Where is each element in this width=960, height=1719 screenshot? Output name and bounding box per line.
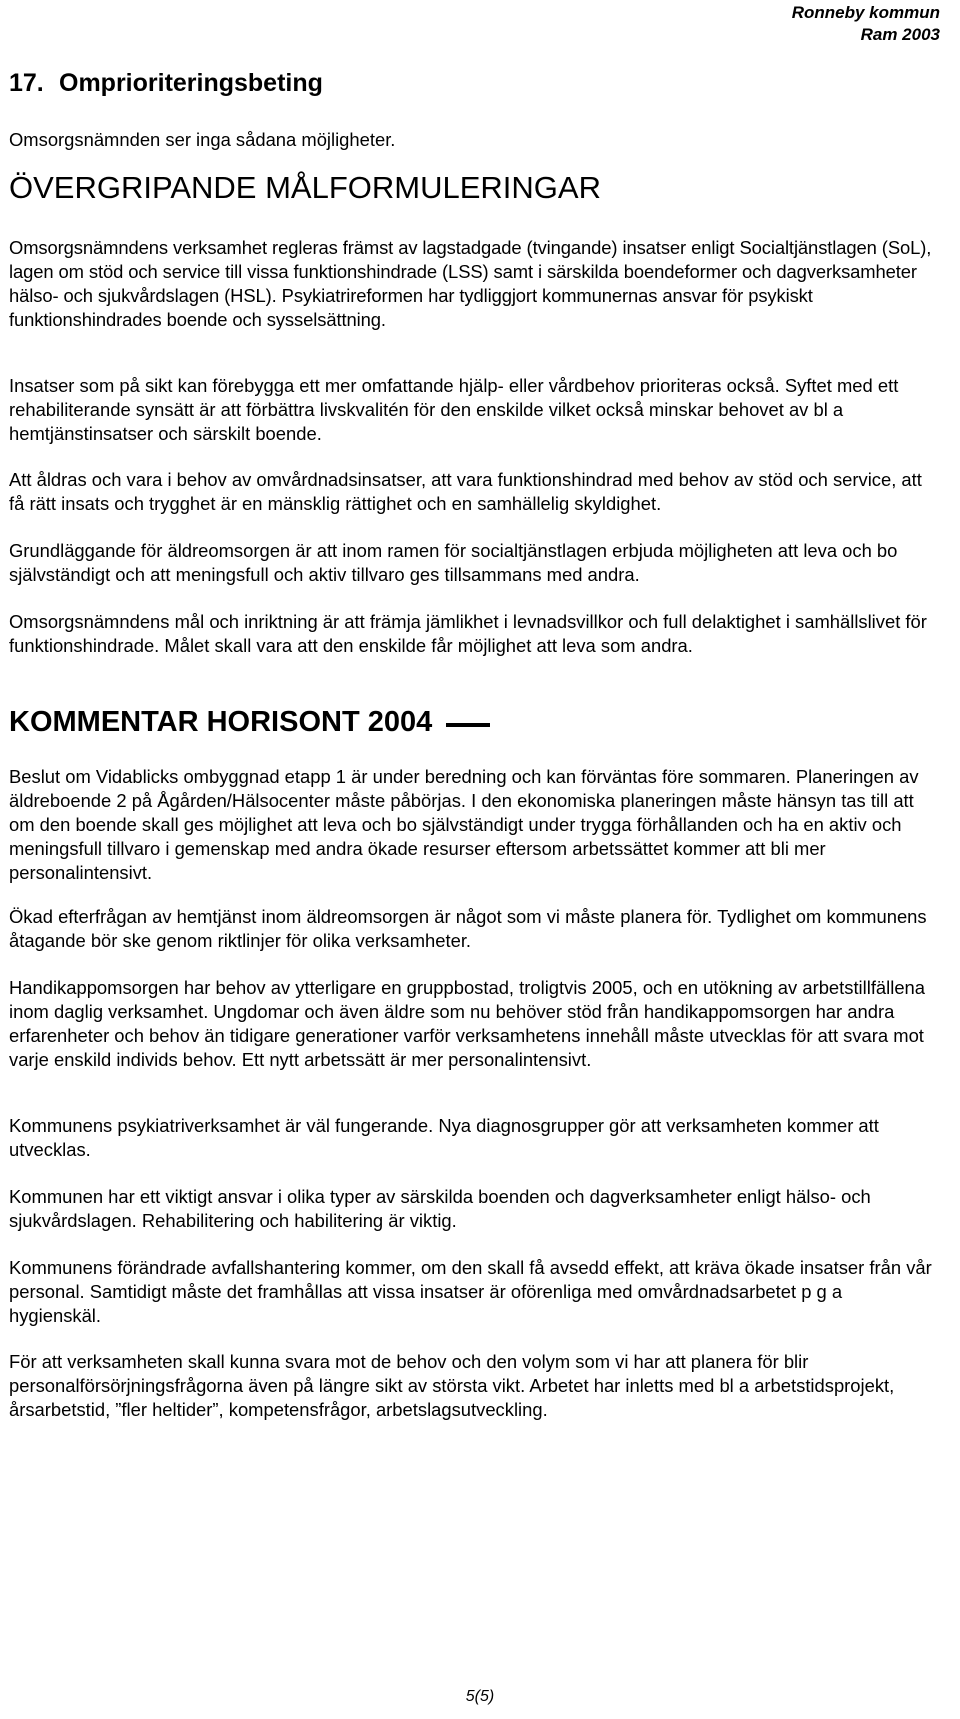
goals-paragraph-5: Omsorgsnämndens mål och inriktning är att främja jämlikhet i levnadsvillkor och full delaktighet i samhällslivet för funktionshindrade. Målet skall vara att den enskilde får möjlighet att leva som andra. <box>9 611 927 656</box>
header-organization: Ronneby kommun <box>791 3 940 22</box>
comment-heading <box>9 705 490 739</box>
comment-paragraph-3: Handikappomsorgen har behov av ytterligare en gruppbostad, troligtvis 2005, och en utökning av arbetstillfällena inom daglig verksamhet. Ungdomar och även äldre som nu behöver stöd från handikappomsorgen har andra erfarenheter och behov än tidigare generationer varför verksamhetens innehåll måste utvecklas för att svara mot varje enskild individs behov. Ett nytt arbetssätt är mer personalintensivt. <box>9 977 926 1070</box>
comment-heading-text: KOMMENTAR HORISONT 2004 <box>9 706 433 738</box>
section-title: Omprioriteringsbeting <box>59 69 323 97</box>
heading-dash <box>446 723 490 727</box>
goals-heading: ÖVERGRIPANDE MÅLFORMULERINGAR <box>9 170 601 205</box>
goals-paragraph-4: Grundläggande för äldreomsorgen är att inom ramen för socialtjänstlagen erbjuda möjligheten att leva och bo självständigt och att meningsfull och aktiv tillvaro ges tillsammans med andra. <box>9 540 898 585</box>
comment-paragraph-2: Ökad efterfrågan av hemtjänst inom äldreomsorgen är något som vi måste planera för. Tydlighet om kommunens åtagande bör ske genom riktlinjer för olika verksamheter. <box>9 906 927 951</box>
comment-paragraph-7: För att verksamheten skall kunna svara mot de behov och den volym som vi har att planera för blir personalförsörjningsfrågorna även på längre sikt av största vikt. Arbetet har inletts med bl a arbetstidsprojekt, årsarbetstid, ”fler heltider”, kompetensfrågor, arbetslagsutveckling. <box>9 1351 895 1420</box>
comment-paragraph-6: Kommunens förändrade avfallshantering kommer, om den skall få avsedd effekt, att kräva ökade insatser från vår personal. Samtidigt måste det framhållas att vissa insatser är oförenliga med omvårdnadsarbetet p g a hygienskäl. <box>9 1257 932 1326</box>
section-text: Omsorgsnämnden ser inga sådana möjligheter. <box>9 129 396 150</box>
header-document: Ram 2003 <box>860 25 940 44</box>
comment-paragraph-5: Kommunen har ett viktigt ansvar i olika typer av särskilda boenden och dagverksamheter enligt hälso- och sjukvårdslagen. Rehabilitering och habilitering är viktig. <box>9 1186 871 1231</box>
goals-paragraph-3: Att åldras och vara i behov av omvårdnadsinsatser, att vara funktionshindrad med behov av stöd och service, att få rätt insats och trygghet är en mänsklig rättighet och en samhällelig skyldighet. <box>9 469 922 514</box>
page-number: 5(5) <box>465 1688 495 1705</box>
comment-paragraph-4: Kommunens psykiatriverksamhet är väl fungerande. Nya diagnosgrupper gör att verksamheten kommer att utvecklas. <box>9 1115 879 1160</box>
goals-paragraph-1: Omsorgsnämndens verksamhet regleras främst av lagstadgade (tvingande) insatser enligt Socialtjänstlagen (SoL), lagen om stöd och service till vissa funktionshindrade (LSS) samt i särskilda boendeformer och dagverksamheter hälso- och sjukvårdslagen (HSL). Psykiatrireformen har tydliggjort kommunernas ansvar för psykiskt funktionshindrades boende och sysselsättning. <box>9 237 932 330</box>
page-header <box>792 2 940 46</box>
goals-paragraph-2: Insatser som på sikt kan förebygga ett mer omfattande hjälp- eller vårdbehov prioriteras också. Syftet med ett rehabiliterande synsätt är att förbättra livskvalitén för den enskilde vilket också minskar behovet av bl a hemtjänstinsatser och särskilt boende. <box>9 375 899 444</box>
section-number: 17. <box>9 69 44 97</box>
comment-paragraph-1: Beslut om Vidablicks ombyggnad etapp 1 är under beredning och kan förväntas före sommaren. Planeringen av äldreboende 2 på Ågården/Hälsocenter måste påbörjas. I den ekonomiska planeringen måste hänsyn tas till att om den boende skall ges möjlighet att leva och bo självständigt under trygga förhållanden och ha en aktiv och meningsfull tillvaro i gemenskap med andra ökade resurser eftersom arbetssättet kommer att bli mer personalintensivt. <box>9 766 919 883</box>
section-heading <box>9 68 323 98</box>
